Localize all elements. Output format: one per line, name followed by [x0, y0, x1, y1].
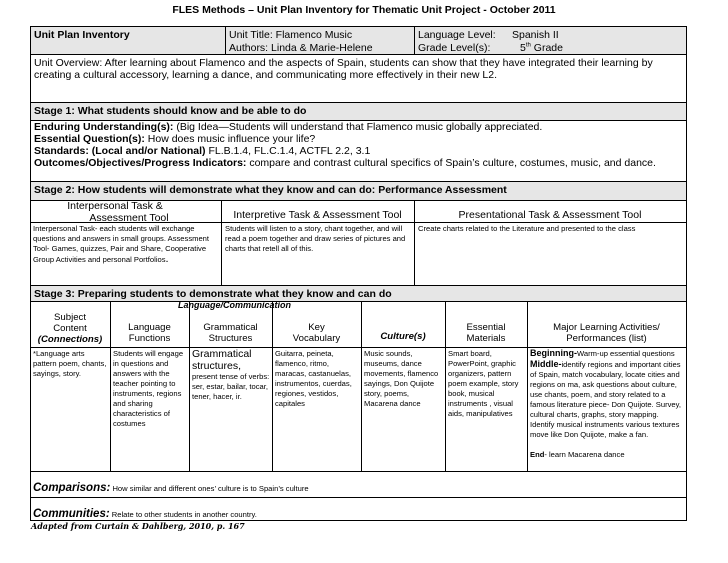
language-level-value: Spanish II [512, 29, 559, 41]
unit-title: Unit Title: Flamenco Music [229, 29, 353, 41]
grade-value: 5th Grade [520, 42, 563, 54]
culture-content: Music sounds, museums, dance movements, flamenco sayings, Don Quijote story, poems, Macarena dance [364, 349, 439, 408]
activities-head: Major Learning Activities/ Performances (list) [553, 322, 660, 344]
inventory-label: Unit Plan Inventory [34, 29, 130, 41]
authors: Authors: Linda & Marie-Helene [229, 42, 373, 54]
subject-head: Subject Content (Connections) [37, 312, 103, 345]
essential-question: Essential Question(s): How does music influence your life? [34, 133, 316, 145]
interpretive-head: Interpretive Task & Assessment Tool [233, 209, 402, 221]
interpersonal-body: Interpersonal Task- each students will exchange questions and answers in small groups. Assessment Tool- Games, quizzes, Pair and Share, Cooperative Group Activities and personal Portfolios. [33, 224, 210, 265]
interpersonal-head-a: Interpersonal Task & [67, 200, 163, 212]
interpersonal-head-b: Assessment Tool [89, 212, 169, 224]
grammatical-content: Grammatical structures, present tense of verbs: ser, estar, bailar, tocar, tener, hacer, ir. [192, 348, 270, 401]
footer-citation: Adapted from Curtain & Dahlberg, 2010, p. 167 [31, 521, 245, 531]
stage3-heading: Stage 3: Preparing students to demonstrate what they know and can do [34, 288, 392, 300]
vocabulary-content: Guitarra, peineta, flamenco, ritmo, maracas, castanuelas, instrumentos, cuerdas, regiones, vestidos, capitales [275, 349, 352, 408]
stage2-heading: Stage 2: How students will demonstrate what they know and can do: Performance Assessment [34, 184, 507, 196]
vocabulary-head: Key Vocabulary [292, 322, 341, 344]
stage1-heading: Stage 1: What students should know and be able to do [34, 105, 307, 117]
interpretive-body: Students will listen to a story, chant together, and will read a poem together and draw series of pictures and charts that retell all of this. [225, 224, 406, 253]
grammatical-head: Grammatical Structures [203, 322, 258, 344]
subject-content: *Language arts pattern poem, chants, sayings, story. [33, 349, 107, 378]
materials-head: Essential Materials [466, 322, 506, 344]
grade-label: Grade Level(s): [418, 42, 491, 54]
standards: Standards: (Local and/or National) FL.B.1.4, FL.C.1.4, ACTFL 2.2, 3.1 [34, 145, 371, 157]
presentational-head: Presentational Task & Assessment Tool [458, 209, 642, 221]
communities: Communities: Relate to other students in another country. [33, 508, 257, 520]
document-title: FLES Methods – Unit Plan Inventory for Thematic Unit Project - October 2011 [172, 4, 556, 16]
language-functions-head: Language Functions [128, 322, 171, 344]
enduring-understanding: Enduring Understanding(s): (Big Idea—Students will understand that Flamenco music globally appreciated. [34, 121, 543, 133]
culture-head: Culture(s) [380, 331, 426, 342]
outcomes: Outcomes/Objectives/Progress Indicators: compare and contrast cultural specifics of Spain’s culture, costumes, music, and dance. [34, 157, 656, 169]
unit-overview: Unit Overview: After learning about Flamenco and the aspects of Spain, students can show that they have integrated their learning by creating a cultural accessory, learning a dance, and communicating more effectively in their new L2. [34, 57, 653, 81]
presentational-body: Create charts related to the Literature and presented to the class [418, 224, 636, 233]
language-communication-label: Language/Communication [177, 300, 291, 310]
activities-content: Beginning-Warm-up essential questions Middle-identify regions and important cities of Spain, match vocabulary, locate cities and regions on ma, ask questions about culture, use chants, poem, and story related to a famous literature piece- Don Quijote. Survey, cultural charts, graphs, story mapping. Identify musical instruments various textures move like Don Quijote, make a fan. End- learn Macarena dance [530, 348, 681, 459]
language-functions-content: Students will engage in questions and answers with the teacher pointing to instruments, regions and sharing characteristics of costumes [113, 349, 184, 428]
language-level-label: Language Level: [418, 29, 496, 41]
comparisons: Comparisons: How similar and different ones’ culture is to Spain’s culture [33, 482, 309, 494]
materials-content: Smart board, PowerPoint, graphic organizers, pattern poem example, story book, musical instruments , visual aids, manipulatives [448, 349, 519, 418]
